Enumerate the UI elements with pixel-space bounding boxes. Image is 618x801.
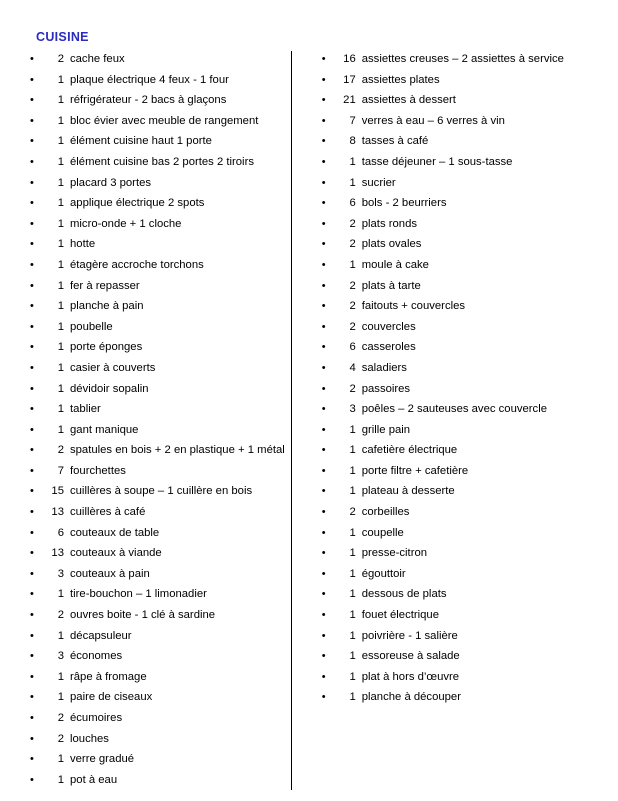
item-quantity: 2	[349, 238, 356, 251]
item-quantity: 1	[349, 176, 356, 189]
item-label: fourchettes	[70, 464, 126, 477]
item-label: planche à pain	[70, 300, 144, 313]
bullet-icon: •	[30, 361, 34, 374]
item-quantity: 2	[57, 53, 64, 65]
bullet-icon: •	[30, 176, 34, 189]
item-label: râpe à fromage	[70, 670, 147, 683]
list-item	[22, 420, 285, 441]
list-item	[22, 564, 285, 585]
bullet-icon: •	[321, 567, 326, 580]
bullet-icon: •	[30, 258, 34, 271]
item-label: essoreuse à salade	[361, 650, 460, 663]
item-label: sucrier	[361, 176, 396, 189]
list-item	[22, 399, 285, 420]
item-label: assiettes à dessert	[361, 94, 456, 107]
bullet-icon: •	[321, 691, 326, 704]
item-label: égouttoir	[361, 567, 406, 580]
item-label: cafetière électrique	[361, 444, 458, 457]
item-quantity: 1	[57, 341, 64, 354]
bullet-icon: •	[321, 464, 326, 477]
list-item	[314, 276, 596, 297]
bullet-icon: •	[30, 691, 34, 704]
list-item	[314, 173, 596, 194]
item-quantity: 1	[349, 629, 356, 642]
item-label: décapsuleur	[70, 629, 132, 642]
item-label: plat à hors d’œuvre	[361, 670, 460, 683]
bullet-icon: •	[30, 155, 34, 168]
bullet-icon: •	[30, 197, 34, 210]
list-item	[22, 296, 285, 317]
item-quantity: 1	[57, 279, 64, 292]
list-item	[314, 481, 596, 502]
list-item	[22, 70, 285, 91]
item-quantity: 2	[57, 712, 64, 724]
list-item	[314, 317, 596, 338]
item-quantity: 1	[57, 135, 64, 148]
list-item	[22, 111, 285, 132]
item-label: assiettes creuses – 2 assiettes à service	[361, 53, 564, 65]
item-quantity: 15	[51, 485, 64, 498]
list-item	[22, 337, 285, 358]
item-quantity: 6	[57, 526, 64, 539]
bullet-icon: •	[321, 485, 326, 498]
list-item	[314, 296, 596, 317]
item-quantity: 1	[349, 155, 356, 168]
item-quantity: 1	[349, 547, 356, 560]
list-item	[22, 646, 285, 667]
item-label: couteaux à viande	[70, 547, 162, 560]
list-item	[22, 440, 285, 461]
item-quantity: 1	[57, 238, 64, 251]
list-item	[314, 667, 596, 688]
list-item	[22, 626, 285, 647]
item-label: tasses à café	[361, 135, 429, 148]
item-quantity: 1	[349, 464, 356, 477]
bullet-icon: •	[30, 217, 34, 230]
item-label: moule à cake	[361, 258, 429, 271]
item-label: paire de ciseaux	[70, 691, 153, 704]
list-item	[22, 49, 285, 70]
item-quantity: 1	[57, 423, 64, 436]
item-label: ouvres boite - 1 clé à sardine	[70, 609, 216, 622]
item-label: tire-bouchon – 1 limonadier	[70, 588, 207, 601]
item-quantity: 17	[343, 73, 356, 86]
list-item	[314, 399, 596, 420]
list-item	[22, 749, 285, 770]
list-item	[22, 502, 285, 523]
bullet-icon: •	[321, 217, 326, 230]
list-item	[314, 255, 596, 276]
bullet-icon: •	[30, 73, 34, 86]
bullet-icon: •	[30, 650, 34, 663]
item-label: poêles – 2 sauteuses avec couvercle	[361, 403, 547, 416]
list-item	[314, 379, 596, 400]
item-quantity: 21	[343, 94, 356, 107]
list-item	[22, 523, 285, 544]
list-item	[22, 317, 285, 338]
item-quantity: 2	[349, 320, 356, 333]
item-label: faitouts + couvercles	[361, 300, 466, 313]
bullet-icon: •	[30, 382, 34, 395]
item-label: élément cuisine bas 2 portes 2 tiroirs	[70, 155, 254, 168]
item-label: fouet électrique	[361, 609, 439, 622]
bullet-icon: •	[321, 403, 326, 416]
list-item	[314, 584, 596, 605]
item-label: presse-citron	[361, 547, 428, 560]
list-item	[314, 49, 596, 70]
bullet-icon: •	[30, 238, 34, 251]
bullet-icon: •	[321, 526, 326, 539]
bullet-icon: •	[30, 567, 34, 580]
item-label: pot à eau	[70, 773, 118, 786]
bullet-icon: •	[30, 135, 34, 148]
item-label: couteaux à pain	[70, 567, 150, 580]
item-quantity: 1	[349, 444, 356, 457]
item-quantity: 1	[57, 73, 64, 86]
item-label: plats ronds	[361, 217, 417, 230]
list-item	[314, 605, 596, 626]
item-quantity: 13	[51, 547, 64, 560]
item-label: assiettes plates	[361, 73, 440, 86]
item-quantity: 1	[349, 485, 356, 498]
bullet-icon: •	[30, 485, 34, 498]
bullet-icon: •	[321, 444, 326, 457]
item-quantity: 2	[349, 506, 356, 519]
list-item	[22, 131, 285, 152]
item-label: bloc évier avec meuble de rangement	[70, 114, 259, 127]
bullet-icon: •	[30, 341, 34, 354]
item-quantity: 1	[57, 753, 64, 766]
item-quantity: 7	[57, 464, 64, 477]
bullet-icon: •	[321, 547, 326, 560]
bullet-icon: •	[321, 94, 326, 107]
item-quantity: 4	[349, 361, 356, 374]
item-quantity: 6	[349, 341, 356, 354]
item-label: casier à couverts	[70, 361, 156, 374]
item-quantity: 1	[57, 155, 64, 168]
list-item	[314, 523, 596, 544]
item-label: économes	[70, 650, 123, 663]
item-quantity: 1	[57, 94, 64, 107]
two-column-layout	[22, 49, 596, 790]
item-label: plats à tarte	[361, 279, 421, 292]
item-quantity: 1	[349, 258, 356, 271]
item-label: coupelle	[361, 526, 404, 539]
list-item	[22, 214, 285, 235]
item-label: tasse déjeuner – 1 sous-tasse	[361, 155, 513, 168]
item-quantity: 1	[349, 609, 356, 622]
inventory-list-left	[22, 49, 285, 790]
item-label: cuillères à café	[70, 506, 146, 519]
item-label: gant manique	[70, 423, 139, 436]
item-quantity: 3	[349, 403, 356, 416]
bullet-icon: •	[321, 53, 326, 65]
list-item	[314, 90, 596, 111]
list-item	[22, 687, 285, 708]
bullet-icon: •	[30, 53, 34, 65]
item-quantity: 1	[57, 320, 64, 333]
item-quantity: 2	[349, 279, 356, 292]
item-quantity: 1	[57, 670, 64, 683]
item-quantity: 1	[349, 691, 356, 704]
list-item	[22, 605, 285, 626]
item-label: verres à eau – 6 verres à vin	[361, 114, 505, 127]
item-label: placard 3 portes	[70, 176, 152, 189]
bullet-icon: •	[30, 732, 34, 745]
list-item	[314, 214, 596, 235]
left-column	[22, 49, 291, 790]
item-label: fer à repasser	[70, 279, 140, 292]
bullet-icon: •	[321, 238, 326, 251]
item-label: tablier	[70, 403, 101, 416]
bullet-icon: •	[321, 73, 326, 86]
item-quantity: 1	[57, 197, 64, 210]
bullet-icon: •	[321, 506, 326, 519]
item-label: poivrière - 1 salière	[361, 629, 458, 642]
item-quantity: 1	[349, 526, 356, 539]
item-label: bols - 2 beurriers	[361, 197, 447, 210]
list-item	[314, 420, 596, 441]
item-quantity: 1	[349, 650, 356, 663]
list-item	[22, 708, 285, 729]
list-item	[314, 152, 596, 173]
bullet-icon: •	[30, 114, 34, 127]
item-label: plaque électrique 4 feux - 1 four	[70, 73, 229, 86]
bullet-icon: •	[321, 320, 326, 333]
item-quantity: 7	[349, 114, 356, 127]
item-quantity: 1	[57, 176, 64, 189]
item-label: poubelle	[70, 320, 113, 333]
list-item	[22, 729, 285, 750]
item-label: porte éponges	[70, 341, 143, 354]
item-label: verre gradué	[70, 753, 135, 766]
list-item	[314, 440, 596, 461]
item-label: étagère accroche torchons	[70, 258, 204, 271]
item-quantity: 1	[57, 773, 64, 786]
item-quantity: 2	[349, 382, 356, 395]
list-item	[314, 70, 596, 91]
bullet-icon: •	[321, 423, 326, 436]
list-item	[314, 626, 596, 647]
bullet-icon: •	[321, 197, 326, 210]
item-quantity: 3	[57, 567, 64, 580]
list-item	[314, 502, 596, 523]
item-quantity: 1	[349, 588, 356, 601]
item-label: applique électrique 2 spots	[70, 197, 205, 210]
item-quantity: 1	[57, 361, 64, 374]
item-quantity: 3	[57, 650, 64, 663]
list-item	[314, 646, 596, 667]
bullet-icon: •	[30, 444, 34, 457]
bullet-icon: •	[30, 773, 34, 786]
list-item	[314, 564, 596, 585]
item-quantity: 2	[57, 444, 64, 457]
list-item	[314, 234, 596, 255]
bullet-icon: •	[30, 300, 34, 313]
item-quantity: 1	[349, 567, 356, 580]
item-label: dessous de plats	[361, 588, 447, 601]
item-label: couvercles	[361, 320, 416, 333]
bullet-icon: •	[321, 629, 326, 642]
bullet-icon: •	[30, 526, 34, 539]
item-label: plats ovales	[361, 238, 422, 251]
list-item	[22, 173, 285, 194]
list-item	[22, 667, 285, 688]
item-quantity: 16	[343, 53, 356, 65]
item-quantity: 2	[349, 300, 356, 313]
item-label: spatules en bois + 2 en plastique + 1 métal	[70, 444, 285, 457]
bullet-icon: •	[30, 320, 34, 333]
item-label: planche à découper	[361, 691, 461, 704]
bullet-icon: •	[321, 609, 326, 622]
item-quantity: 1	[57, 691, 64, 704]
item-quantity: 1	[57, 258, 64, 271]
list-item	[22, 461, 285, 482]
item-label: saladiers	[361, 361, 407, 374]
item-label: plateau à desserte	[361, 485, 455, 498]
bullet-icon: •	[321, 650, 326, 663]
item-quantity: 2	[57, 732, 64, 745]
list-item	[314, 131, 596, 152]
list-item	[22, 770, 285, 791]
bullet-icon: •	[30, 403, 34, 416]
item-quantity: 6	[349, 197, 356, 210]
item-quantity: 1	[57, 300, 64, 313]
right-column	[292, 49, 596, 708]
item-quantity: 2	[349, 217, 356, 230]
bullet-icon: •	[30, 712, 34, 724]
item-quantity: 13	[51, 506, 64, 519]
page-title: CUISINE	[36, 30, 89, 44]
item-label: micro-onde + 1 cloche	[70, 217, 182, 230]
item-label: élément cuisine haut 1 porte	[70, 135, 212, 148]
list-item	[314, 337, 596, 358]
item-quantity: 1	[57, 217, 64, 230]
bullet-icon: •	[321, 361, 326, 374]
list-item	[314, 193, 596, 214]
item-label: cache feux	[70, 53, 125, 65]
bullet-icon: •	[30, 423, 34, 436]
list-item	[314, 111, 596, 132]
list-item	[22, 234, 285, 255]
item-quantity: 1	[57, 403, 64, 416]
bullet-icon: •	[30, 609, 34, 622]
list-item	[22, 193, 285, 214]
item-label: grille pain	[361, 423, 411, 436]
list-item	[22, 543, 285, 564]
bullet-icon: •	[30, 506, 34, 519]
item-label: cuillères à soupe – 1 cuillère en bois	[70, 485, 253, 498]
list-item	[22, 358, 285, 379]
bullet-icon: •	[321, 279, 326, 292]
bullet-icon: •	[30, 464, 34, 477]
item-quantity: 8	[349, 135, 356, 148]
list-item	[22, 584, 285, 605]
bullet-icon: •	[321, 588, 326, 601]
bullet-icon: •	[30, 753, 34, 766]
list-item	[314, 687, 596, 708]
item-quantity: 1	[57, 629, 64, 642]
bullet-icon: •	[30, 94, 34, 107]
item-label: louches	[70, 732, 109, 745]
item-label: écumoires	[70, 712, 123, 724]
bullet-icon: •	[30, 629, 34, 642]
list-item	[314, 461, 596, 482]
item-label: casseroles	[361, 341, 416, 354]
bullet-icon: •	[321, 382, 326, 395]
item-label: couteaux de table	[70, 526, 160, 539]
bullet-icon: •	[30, 279, 34, 292]
item-label: réfrigérateur - 2 bacs à glaçons	[70, 94, 227, 107]
item-quantity: 2	[57, 609, 64, 622]
bullet-icon: •	[321, 300, 326, 313]
list-item	[314, 543, 596, 564]
item-quantity: 1	[57, 588, 64, 601]
item-label: hotte	[70, 238, 96, 251]
list-item	[22, 379, 285, 400]
list-item	[22, 276, 285, 297]
bullet-icon: •	[321, 258, 326, 271]
inventory-list-right	[314, 49, 596, 708]
bullet-icon: •	[321, 341, 326, 354]
bullet-icon: •	[30, 547, 34, 560]
bullet-icon: •	[30, 670, 34, 683]
item-quantity: 1	[349, 670, 356, 683]
list-item	[22, 481, 285, 502]
item-quantity: 1	[349, 423, 356, 436]
list-item	[22, 152, 285, 173]
list-item	[22, 255, 285, 276]
bullet-icon: •	[321, 114, 326, 127]
bullet-icon: •	[321, 176, 326, 189]
item-label: porte filtre + cafetière	[361, 464, 469, 477]
list-item	[314, 358, 596, 379]
item-label: dévidoir sopalin	[70, 382, 149, 395]
bullet-icon: •	[321, 135, 326, 148]
bullet-icon: •	[30, 588, 34, 601]
item-quantity: 1	[57, 114, 64, 127]
list-item	[22, 90, 285, 111]
item-label: passoires	[361, 382, 411, 395]
bullet-icon: •	[321, 670, 326, 683]
item-quantity: 1	[57, 382, 64, 395]
item-label: corbeilles	[361, 506, 410, 519]
bullet-icon: •	[321, 155, 326, 168]
